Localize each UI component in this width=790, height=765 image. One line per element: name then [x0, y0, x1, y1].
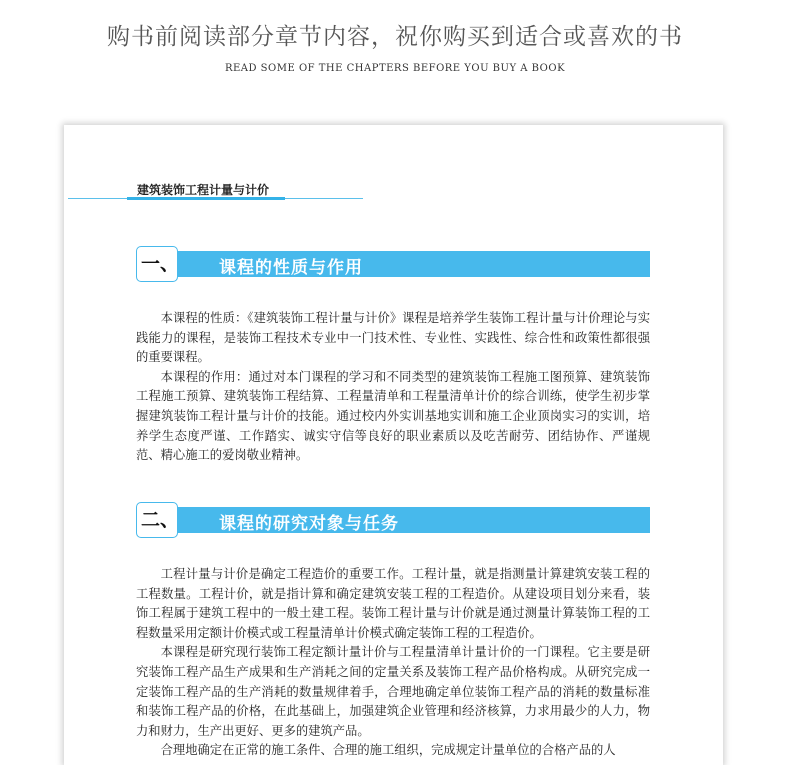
book-page-preview [64, 125, 723, 765]
banner-subtitle: READ SOME OF THE CHAPTERS BEFORE YOU BUY A BOOK [224, 63, 566, 74]
banner-title: 购书前阅读部分章节内容，祝你购买到适合或喜欢的书 [107, 24, 683, 50]
section-number-box [136, 502, 178, 538]
section-body-1 [136, 309, 650, 466]
section-number: 一、 [141, 253, 180, 275]
section-title: 课程的性质与作用 [219, 258, 363, 278]
paragraph: 本课程的作用：通过对本门课程的学习和不同类型的建筑装饰工程施工图预算、建筑装饰工程施工预算、建筑装饰工程结算、工程量清单和工程量清单计价的综合训练，使学生初步掌握建筑装饰工程计量与计价的技能。通过校内外实训基地实训和施工企业顶岗实习的实训，培养学生态度严谨、工作踏实、诚实守信等良好的职业素质以及吃苦耐劳、团结协作、严谨规范、精心施工的爱岗敬业精神。 [136, 369, 650, 463]
section-heading-bar [164, 507, 650, 533]
header-rule-accent [127, 197, 285, 200]
section-title: 课程的研究对象与任务 [219, 514, 399, 534]
paragraph: 本课程的性质：《建筑装饰工程计量与计价》课程是培养学生装饰工程计量与计价理论与实践能力的课程，是装饰工程技术专业中一门技术性、专业性、实践性、综合性和政策性都很强的重要课程。 [136, 311, 650, 365]
section-heading-1 [136, 246, 650, 282]
section-body-2 [136, 565, 650, 761]
running-header: 建筑装饰工程计量与计价 [137, 183, 270, 197]
paragraph: 本课程是研究现行装饰工程定额计量计价与工程量清单计量计价的一门课程。它主要是研究装饰工程产品生产成果和生产消耗之间的定量关系及装饰工程产品价格构成。从研究完成一定装饰工程产品的生产消耗的数量规律着手，合理地确定单位装饰工程产品的消耗的数量标准和装饰工程产品的价格，在此基础上，加强建筑企业管理和经济核算，力求用最少的人力，物力和财力，生产出更好、更多的建筑产品。 [136, 645, 650, 738]
section-heading-2 [136, 502, 650, 538]
section-heading-bar [164, 251, 650, 277]
paragraph: 合理地确定在正常的施工条件、合理的施工组织，完成规定计量单位的合格产品的人 [160, 743, 616, 758]
section-number-box [136, 246, 178, 282]
section-number: 二、 [141, 509, 180, 531]
paragraph: 工程计量与计价是确定工程造价的重要工作。工程计量，就是指测量计算建筑安装工程的工程数量。工程计价，就是指计算和确定建筑安装工程的工程造价。从建设项目划分来看，装饰工程属于建筑工程中的一般土建工程。装饰工程计量与计价就是通过测量计算装饰工程的工程数量采用定额计价模式或工程量清单计价模式确定装饰工程的工程造价。 [136, 567, 650, 640]
